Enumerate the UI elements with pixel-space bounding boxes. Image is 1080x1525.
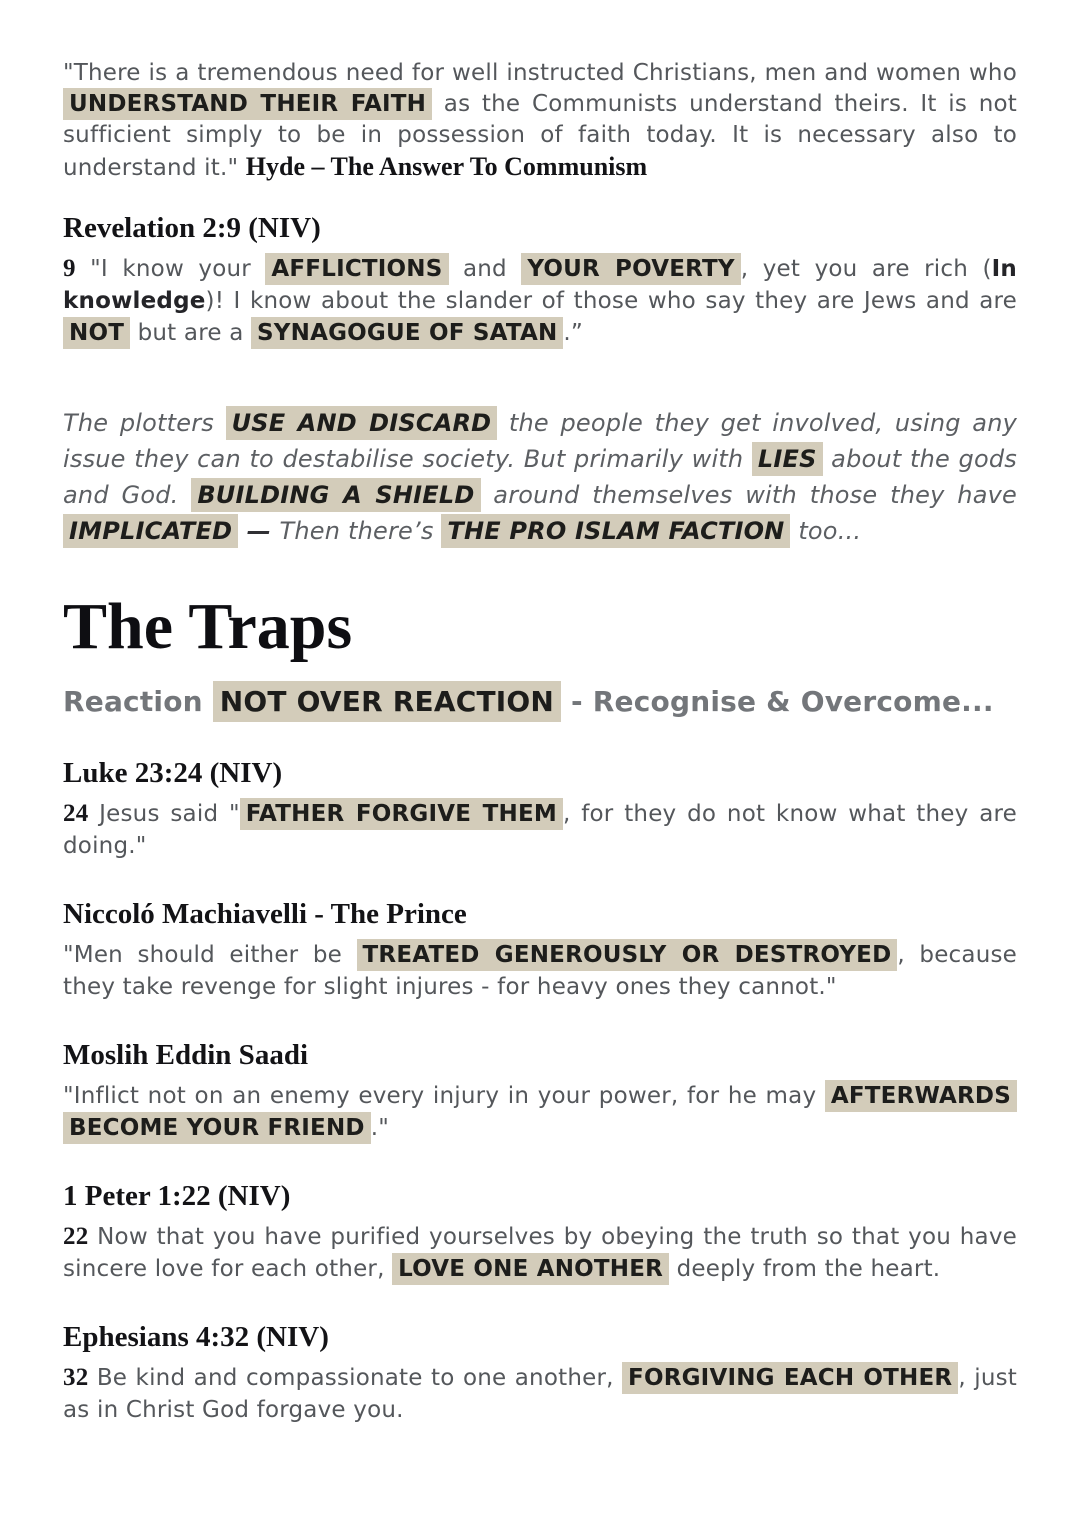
text-segment: ." <box>370 1115 389 1141</box>
text-segment: Then there’s <box>279 517 442 545</box>
text-segment: "There is a tremendous need for well instructed Christians, men and women who <box>63 60 1017 86</box>
heading-machiavelli: Niccoló Machiavelli - The Prince <box>63 898 467 930</box>
heading-luke: Luke 23:24 (NIV) <box>63 757 283 789</box>
highlighted-text: NOT <box>63 317 130 349</box>
text-segment: "I know your <box>75 256 266 282</box>
heading-revelation: Revelation 2:9 (NIV) <box>63 212 321 244</box>
text-segment: , yet you are rich ( <box>740 256 992 282</box>
verse-number: 32 <box>63 1364 89 1391</box>
luke-verse-paragraph <box>63 798 1017 862</box>
saadi-quote-paragraph <box>63 1080 1017 1144</box>
highlighted-text: LIES <box>752 442 823 476</box>
revelation-verse-paragraph <box>63 253 1017 349</box>
text-segment: )! I know about the slander of those who say they are Jews and are <box>205 288 1017 314</box>
text-segment: .” <box>563 320 584 346</box>
text-segment: around themselves with those they have <box>480 481 1017 509</box>
machiavelli-quote-paragraph <box>63 939 1017 1003</box>
text-segment: deeply from the heart. <box>669 1256 941 1282</box>
highlighted-text: IMPLICATED <box>63 514 238 548</box>
highlighted-text: AFTERWARDS BECOME YOUR FRIEND <box>63 1080 1017 1144</box>
text-segment: "Inflict not on an enemy every injury in your power, for he may <box>63 1083 825 1109</box>
highlighted-text: UNDERSTAND THEIR FAITH <box>63 88 432 120</box>
highlighted-text: FORGIVING EACH OTHER <box>622 1362 958 1394</box>
plotters-commentary-paragraph <box>63 405 1017 549</box>
text-segment: as the Communists understand theirs. It is not sufficient simply to be in possession of faith today. It is necessary also to understand it." <box>63 91 1017 181</box>
text-segment: The plotters <box>63 409 226 437</box>
heading-peter: 1 Peter 1:22 (NIV) <box>63 1180 291 1212</box>
verse-number: 9 <box>63 255 76 282</box>
text-segment: Jesus said " <box>88 801 240 827</box>
highlighted-text: THE PRO ISLAM FACTION <box>441 514 790 548</box>
heading-saadi: Moslih Eddin Saadi <box>63 1039 308 1071</box>
text-segment: , just as in Christ God forgave you. <box>63 1365 1018 1423</box>
text-segment: the people they get involved, using any issue they can to destabilise society. But primarily with <box>63 409 1018 473</box>
text-segment: - Recognise & Overcome... <box>561 685 994 718</box>
text-segment: "Men should either be <box>63 942 357 968</box>
highlighted-text: AFFLICTIONS <box>265 253 448 285</box>
verse-number: 24 <box>63 800 89 827</box>
text-segment: too... <box>790 517 862 545</box>
text-segment: , for they do not know what they are doing." <box>63 801 1017 859</box>
quote-attribution: Hyde – The Answer To Communism <box>245 152 648 181</box>
highlighted-text: USE AND DISCARD <box>226 406 498 440</box>
highlighted-text: FATHER FORGIVE THEM <box>240 798 563 830</box>
highlighted-text: TREATED GENEROUSLY OR DESTROYED <box>357 939 898 971</box>
highlighted-text: BUILDING A SHIELD <box>191 478 480 512</box>
text-segment: , because they take revenge for slight injures - for heavy ones they cannot." <box>63 942 1018 1000</box>
highlighted-text: SYNAGOGUE OF SATAN <box>251 317 563 349</box>
text-segment: about the gods and God. <box>63 445 1017 509</box>
text-segment: and <box>448 256 522 282</box>
text-segment: — <box>238 517 280 545</box>
verse-number: 22 <box>63 1223 89 1250</box>
ephesians-verse-paragraph <box>63 1362 1017 1426</box>
text-segment: but are a <box>130 320 252 346</box>
text-segment: Reaction <box>63 685 213 718</box>
peter-verse-paragraph <box>63 1221 1017 1285</box>
highlighted-text: NOT OVER REACTION <box>213 681 561 722</box>
highlighted-text: LOVE ONE ANOTHER <box>392 1253 669 1285</box>
highlighted-text: YOUR POVERTY <box>521 253 740 285</box>
intro-quote-paragraph <box>63 58 1017 184</box>
page-title: The Traps <box>63 590 353 663</box>
text-segment: Be kind and compassionate to one another, <box>88 1365 623 1391</box>
text-segment: Now that you have purified yourselves by obeying the truth so that you have sincere love for each other, <box>63 1224 1017 1282</box>
subheading-reaction <box>63 683 1017 721</box>
text-segment: In knowledge <box>63 256 1017 314</box>
heading-ephesians: Ephesians 4:32 (NIV) <box>63 1321 329 1353</box>
